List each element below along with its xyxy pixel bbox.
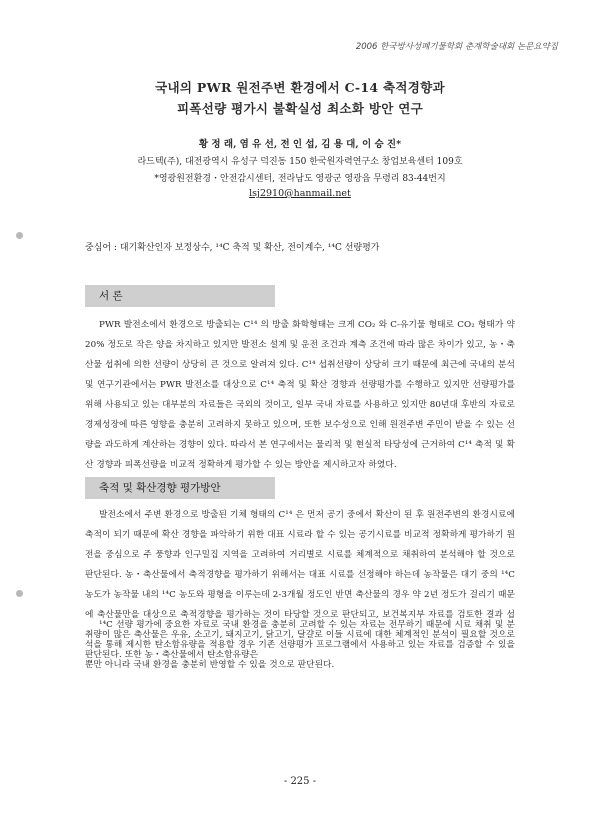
- paragraph-method-2: ¹⁴C 선량 평가에 중요한 자료로 국내 환경을 충분히 고려할 수 있는 자료는 전무하기 때문에 시료 채취 및 분석을 통해 제시한 탄소함유량을 적용할 경우 기존 선량평가 프로그램에서 사용하고 있는 자료를 검증할 수 있을 뿐만 아니라 국내 환경을 충분히 반영할 수 있을 것으로 판단된다.: [85, 620, 515, 670]
- scan-mark: [16, 232, 23, 239]
- section-heading-method: 축적 및 확산경향 평가방안: [85, 477, 275, 499]
- paragraph-introduction: PWR 발전소에서 환경으로 방출되는 C¹⁴ 의 방출 화학형태는 크게 CO₂ 와 C-유기물 형태로 CO₂ 형태가 약 20% 정도로 작은 양을 차지하고 있지만 발전소 설계 및 운전 조건과 계측 조건에 따라 많은 차이가 있고, 농・축산물 섭취에 의한 선량이 상당히 큰 것으로 알려져 있다. C¹⁴ 섭취선량이 상당히 크기 때문에 최근에 국내의 분석 및 연구기관에서는 PWR 발전소를 대상으로 C¹⁴ 축적 및 확산 경향과 선량평가를 수행하고 있지만 선량평가를 위해 사용되고 있는 대부분의 자료들은 국외의 것이고, 일부 국내 자료를 사용하고 있지만 80년대 후반의 자료로 경제성장에 따른 영향을 충분히 고려하지 못하고 있으며, 또한 보수성으로 인해 원전주변 주민이 받을 수 있는 선량을 과도하게 계산하는 경향이 있다. 따라서 본 연구에서는 물리적 및 현실적 타당성에 근거하여 C¹⁴ 축적 및 확산 경향과 피폭선량을 비교적 정확하게 평가할 수 있는 방안을 제시하고자 하였다.: [85, 320, 515, 470]
- title-line-1: 국내의 PWR 원전주변 환경에서 C-14 축적경향과: [155, 80, 445, 95]
- page-number: - 225 -: [283, 776, 317, 787]
- running-head: 2006 한국방사성폐기물학회 춘계학술대회 논문요약집: [355, 42, 558, 52]
- title-line-2: 피폭선량 평가시 불확실성 최소화 방안 연구: [176, 101, 423, 116]
- authors: 황 정 래, 염 유 선, 전 인 섭, 김 용 대, 이 승 진*: [198, 139, 402, 150]
- author-email: lsj2910@hanmail.net: [249, 188, 351, 199]
- affiliation-line-1: 라드텍(주), 대전광역시 유성구 덕진동 150 한국원자력연구소 창업보육센터 109호: [137, 157, 463, 167]
- section-heading-introduction: 서 론: [85, 285, 275, 307]
- affiliation-line-2: *영광원전환경・안전감시센터, 전라남도 영광군 영광읍 무령리 83-44번지: [154, 174, 446, 184]
- paragraph-method-1: 발전소에서 주변 환경으로 방출된 기체 형태의 C¹⁴ 은 먼저 공기 중에서 확산이 된 후 원전주변의 환경시료에 축적이 되기 때문에 확산 경향을 파악하기 위한 대표 시료라 할 수 있는 공기시료를 비교적 정확하게 평가하기 원전을 중심으로 주 풍향과 인구밀집 지역을 고려하여 거리별로 시료를 체계적으로 채취하여 분석해야 할 것으로 판단된다. 농・축산물에서 축적경향을 평가하기 위해서는 대표 시료를 선정해야 하는데 농작물은 대기 중의 ¹⁴C 농도가 농작물 내의 ¹⁴C 농도와 평형을 이루는데 2-3개월 정도인 반면 축산물의 경우 약 2년 정도가 걸리기 때문에 축산물만을 대상으로 축적경향을 평가하는 것이 타당할 것으로 판단되고, 보건복지부 자료를 검토한 결과 섭취량이 많은 축산물은 우유, 소고기, 돼지고기, 닭고기, 달걀로 이들 시료에 대한 체계적인 분석이 필요할 것으로 판단된다. 또한 농・축산물에서 탄소함유량은: [85, 510, 515, 660]
- keywords: 중심어 : 대기확산인자 보정상수, ¹⁴C 축적 및 확산, 전이계수, ¹⁴C 선량평가: [85, 243, 380, 253]
- scan-mark: [16, 590, 23, 597]
